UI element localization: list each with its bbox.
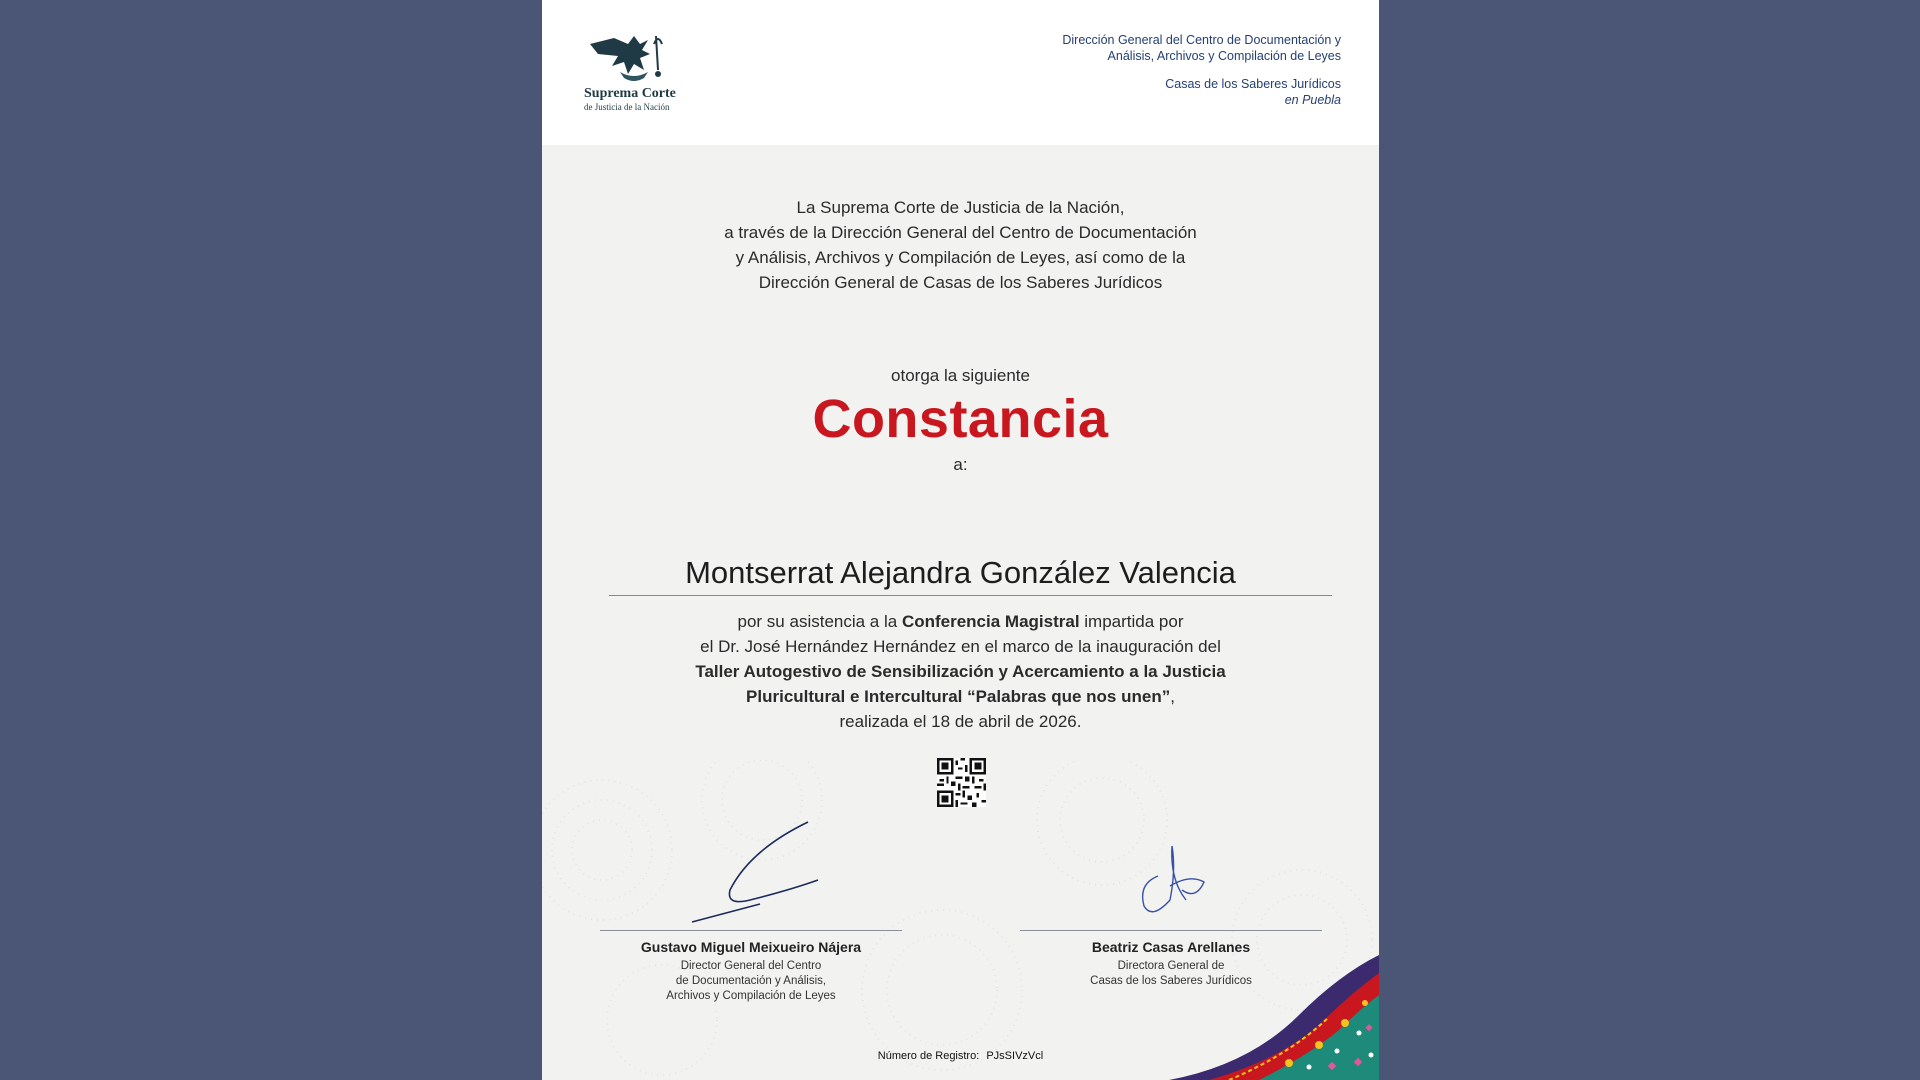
certificate-header: [542, 0, 1379, 145]
event-type: Conferencia Magistral: [901, 612, 1080, 631]
signer-role-line: Directora General de: [1117, 960, 1225, 972]
certificate-document: [542, 0, 1379, 1080]
handwritten-signature-left: [600, 810, 902, 930]
body-line-5: realizada el 18 de abril de 2026.: [839, 712, 1082, 731]
grants-label: otorga la siguiente: [891, 366, 1030, 385]
body-text: impartida por: [1079, 612, 1184, 631]
certificate-body: [542, 609, 1379, 734]
body-text: por su asistencia a la: [737, 612, 902, 631]
certificate-title: Constancia: [812, 389, 1109, 449]
signer-name: Beatriz Casas Arellanes: [1091, 939, 1251, 955]
qr-code[interactable]: [937, 758, 986, 807]
signer-role-line: de Documentación y Análisis,: [675, 975, 827, 987]
department-line-2: Análisis, Archivos y Compilación de Leyes: [1107, 49, 1341, 63]
signer-role: [600, 959, 902, 1004]
intro-line: y Análisis, Archivos y Compilación de Leyes, así como de la: [735, 248, 1186, 267]
signature-image-left: [600, 810, 902, 930]
workshop-name-cont: Pluricultural e Intercultural “Palabras que nos unen”: [746, 687, 1171, 706]
recipient-underline: [609, 595, 1332, 596]
to-label: a:: [953, 455, 968, 474]
signature-image-right: [1020, 810, 1322, 930]
registration-value[interactable]: PJsSIVzVcl: [986, 1050, 1044, 1062]
logo-title: Suprema Corte: [584, 86, 676, 101]
body-line-4: [542, 684, 1379, 709]
registration-number: [542, 1050, 1379, 1062]
signature-line: [600, 930, 902, 931]
signature-block-left: [600, 810, 902, 1004]
signer-role-line: Casas de los Saberes Jurídicos: [1090, 975, 1252, 987]
handwritten-signature-right: [1020, 810, 1322, 930]
scjn-logo: [584, 30, 684, 116]
intro-line: La Suprema Corte de Justicia de la Nación,: [796, 198, 1125, 217]
signer-role-line: Archivos y Compilación de Leyes: [666, 990, 836, 1002]
qr-code-icon: [937, 758, 986, 807]
body-line-1: [542, 609, 1379, 634]
signer-role-line: Director General del Centro: [680, 960, 822, 972]
signer-name: Gustavo Miguel Meixueiro Nájera: [640, 939, 862, 955]
casas-saberes-label: Casas de los Saberes Jurídicos: [1165, 77, 1341, 91]
eagle-emblem-icon: [584, 30, 684, 86]
signature-line: [1020, 930, 1322, 931]
logo-subtitle: de Justicia de la Nación: [584, 102, 670, 112]
body-text: ,: [1170, 687, 1175, 706]
department-line-1: Dirección General del Centro de Documentación y: [1062, 33, 1341, 47]
intro-line: a través de la Dirección General del Centro de Documentación: [724, 223, 1197, 242]
intro-paragraph: [542, 195, 1379, 295]
intro-line: Dirección General de Casas de los Saberes Jurídicos: [758, 273, 1163, 292]
body-line-2: el Dr. José Hernández Hernández en el marco de la inauguración del: [700, 637, 1221, 656]
department-block: [941, 32, 1341, 108]
registration-label: Número de Registro:: [877, 1050, 980, 1062]
recipient-name: Montserrat Alejandra González Valencia: [685, 555, 1236, 590]
city-label: en Puebla: [1284, 93, 1341, 107]
workshop-name: Taller Autogestivo de Sensibilización y Acercamiento a la Justicia: [695, 662, 1226, 681]
body-line-3: [542, 659, 1379, 684]
